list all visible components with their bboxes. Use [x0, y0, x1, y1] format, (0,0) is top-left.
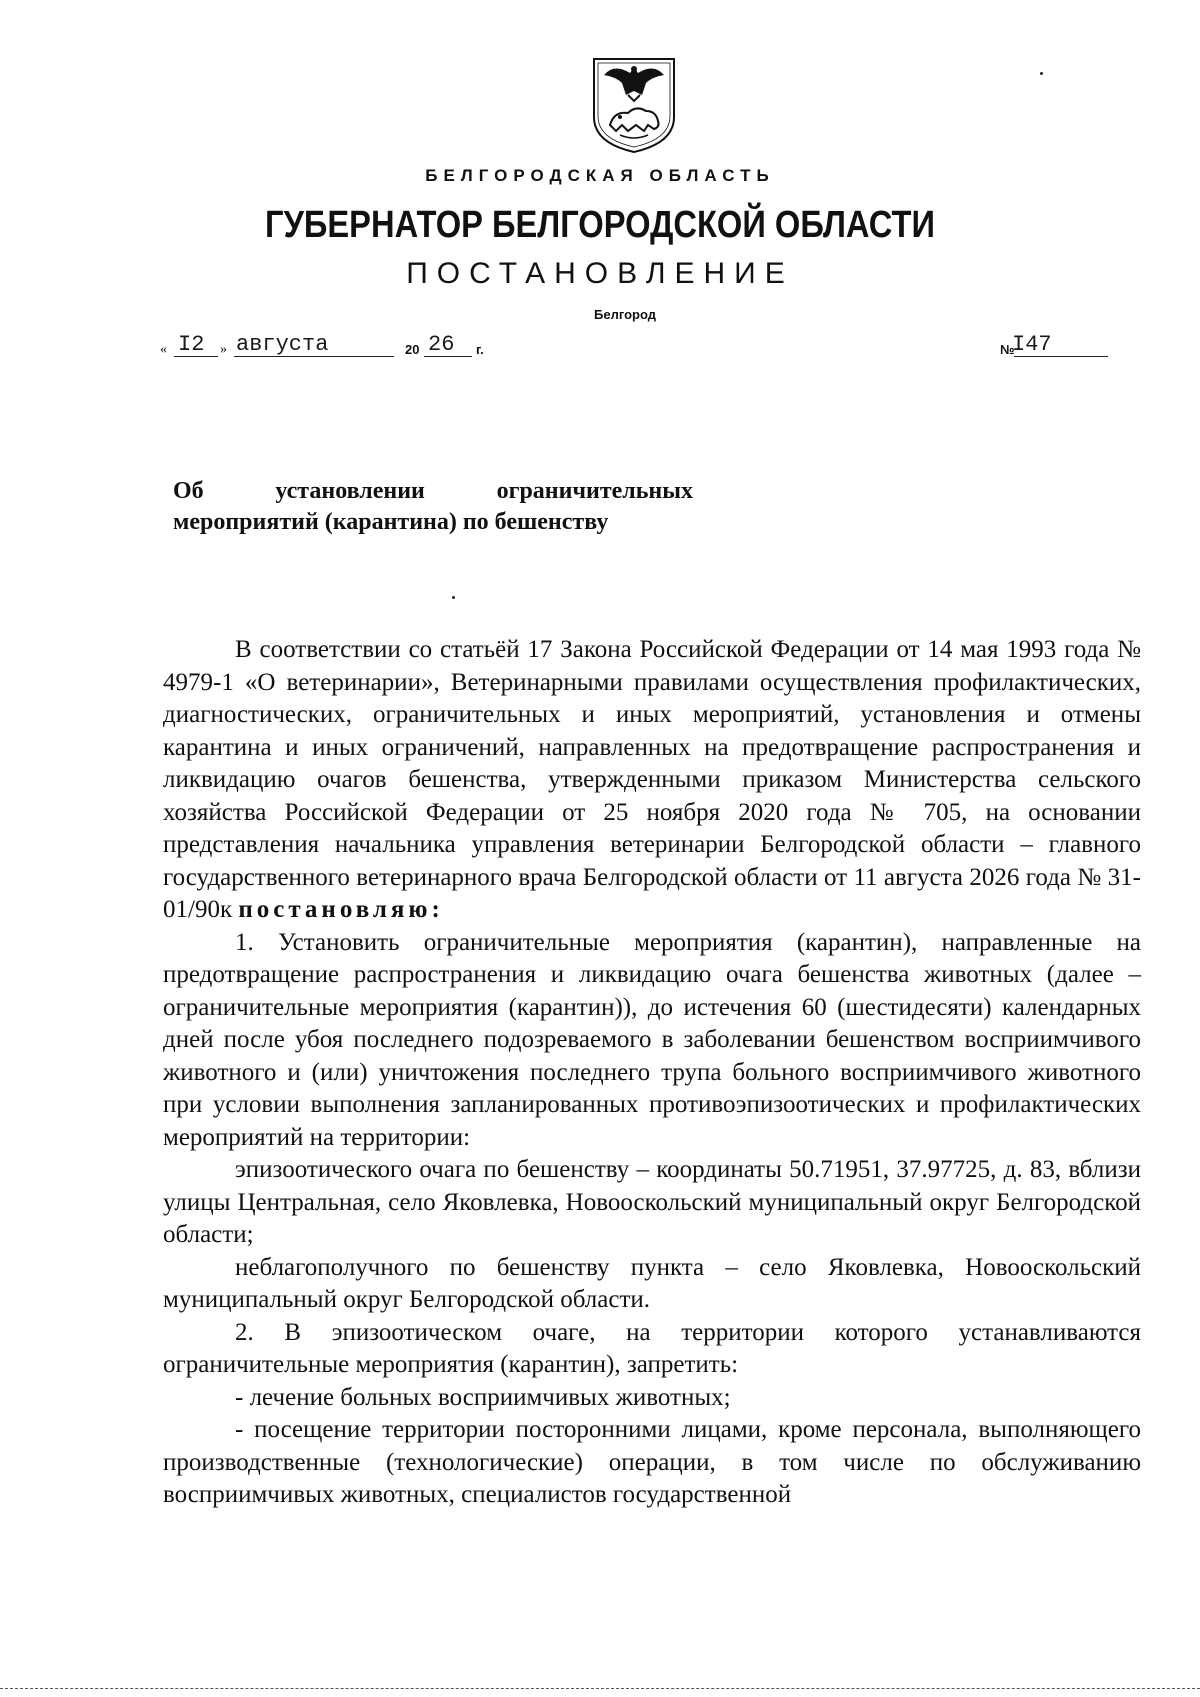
- coat-of-arms-emblem: [590, 55, 678, 155]
- close-quote: »: [220, 342, 227, 357]
- document-subject: [173, 476, 693, 538]
- subject-word: Об: [173, 478, 204, 504]
- item-1b-paragraph: неблагополучного по бешенству пункта – село Яковлевка, Новооскольский муниципальный округ Белгородской области.: [163, 1253, 1141, 1313]
- document-type: ПОСТАНОВЛЕНИЕ: [406, 257, 794, 290]
- year-prefix: 20: [405, 342, 420, 357]
- item-2a-paragraph: - лечение больных восприимчивых животных;: [235, 1383, 731, 1411]
- city-name: Белгород: [594, 307, 656, 322]
- open-quote: «: [160, 342, 167, 357]
- scan-edge-line: [0, 1688, 1200, 1689]
- day-underline: [174, 356, 218, 357]
- month-underline: [234, 356, 394, 357]
- subject-word: установлении: [275, 478, 425, 504]
- number-underline: [1014, 356, 1108, 357]
- document-body: [163, 634, 1141, 1512]
- item-2-paragraph: 2. В эпизоотическом очаге, на территории которого устанавливаются ограничительные мероприятия (карантин), запретить:: [163, 1318, 1141, 1378]
- preamble-paragraph: [163, 634, 1141, 927]
- year-underline: [424, 356, 472, 357]
- item-1-paragraph: 1. Установить ограничительные мероприятия (карантин), направленные на предотвращение распространения и ликвидацию очага бешенства животных (далее – ограничительные мероприятия (карантин)), до истечения 60 (шестидесяти) календарных дней после убоя последнего подозреваемого в заболевании бешенством восприимчивого животного и (или) уничтожения последнего трупа больного восприимчивого животного при условии выполнения запланированных противоэпизоотических и профилактических мероприятий на территории:: [163, 928, 1141, 1151]
- item-1a-paragraph: эпизоотического очага по бешенству – координаты 50.71951, 37.97725, д. 83, вблизи улицы Центральная, село Яковлевка, Новооскольский муниципальный округ Белгородской области;: [163, 1156, 1141, 1248]
- organization-title: ГУБЕРНАТОР БЕЛГОРОДСКОЙ ОБЛАСТИ: [265, 204, 935, 246]
- scan-speck: [1040, 72, 1043, 75]
- preamble-text: В соответствии со статьёй 17 Закона Российской Федерации от 14 мая 1993 года № 4979-1 «О ветеринарии», Ветеринарными правилами осуществления профилактических, диагностических, ограничительных и иных мероприятий, установления и отмены карантина и иных ограничений, направленных на предотвращение распространения и ликвидацию очагов бешенства, утвержденными приказом Министерства сельского хозяйства Российской Федерации от 25 ноября 2020 года № 705, на основании представления начальника управления ветеринарии Белгородской области – главного государственного ветеринарного врача Белгородской области от 11 августа 2026 года № 31-01/90к: [163, 636, 1141, 923]
- subject-line-1: [173, 476, 693, 507]
- date-number-line: [0, 332, 1200, 362]
- date-month: августа: [236, 332, 329, 357]
- decree-word: постановляю:: [238, 896, 444, 923]
- document-number: I47: [1012, 332, 1052, 357]
- subject-line-2: мероприятий (карантина) по бешенству: [173, 509, 609, 535]
- date-day: I2: [178, 332, 205, 357]
- number-sign: №: [1000, 342, 1015, 357]
- date-year: 26: [428, 332, 455, 357]
- scan-speck: [452, 596, 455, 599]
- year-mark: г.: [476, 342, 484, 357]
- item-2b-paragraph: - посещение территории посторонними лицами, кроме персонала, выполняющего производственные (технологические) операции, в том числе по обслуживанию восприимчивых животных, специалистов государственной: [163, 1416, 1141, 1508]
- subject-word: ограничительных: [496, 478, 693, 504]
- region-name: БЕЛГОРОДСКАЯ ОБЛАСТЬ: [425, 166, 775, 185]
